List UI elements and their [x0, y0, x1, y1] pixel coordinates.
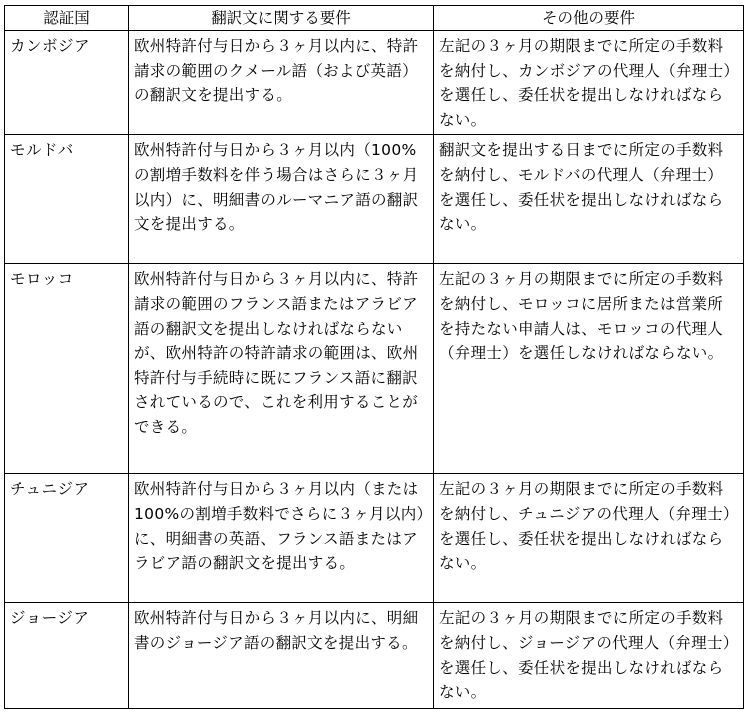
table-row	[5, 31, 744, 135]
translation-requirement-cell: 欧州特許付与日から３ヶ月以内（100%の割増手数料を伴う場合はさらに３ヶ月以内）に、明細書のルーマニア語の翻訳文を提出する。	[129, 135, 434, 264]
other-requirement-cell: 左記の３ヶ月の期限までに所定の手数料を納付し、ジョージアの代理人（弁理士）を選任し、委任状を提出しなければならない。	[434, 603, 744, 709]
other-requirement-cell: 翻訳文を提出する日までに所定の手数料を納付し、モルドバの代理人（弁理士）を選任し、委任状を提出しなければならない。	[434, 135, 744, 264]
table-row	[5, 474, 744, 603]
country-cell: ジョージア	[5, 603, 129, 709]
translation-requirement-cell: 欧州特許付与日から３ヶ月以内に、特許請求の範囲のクメール語（および英語）の翻訳文を提出する。	[129, 31, 434, 135]
country-cell: チュニジア	[5, 474, 129, 603]
translation-requirement-cell: 欧州特許付与日から３ヶ月以内（または 100%の割増手数料でさらに３ヶ月以内）に、明細書の英語、フランス語またはアラビア語の翻訳文を提出する。	[129, 474, 434, 603]
country-cell: カンボジア	[5, 31, 129, 135]
table-row	[5, 603, 744, 709]
header-row	[5, 6, 744, 31]
other-requirement-cell: 左記の３ヶ月の期限までに所定の手数料を納付し、モロッコに居所または営業所を持たない申請人は、モロッコの代理人（弁理士）を選任しなければならない。	[434, 264, 744, 474]
country-cell: モロッコ	[5, 264, 129, 474]
table-row	[5, 264, 744, 474]
table-row	[5, 135, 744, 264]
header-other-requirements: その他の要件	[434, 6, 744, 31]
other-requirement-cell: 左記の３ヶ月の期限までに所定の手数料を納付し、カンボジアの代理人（弁理士）を選任し、委任状を提出しなければならない。	[434, 31, 744, 135]
validation-requirements-table	[4, 5, 744, 709]
translation-requirement-cell: 欧州特許付与日から３ヶ月以内に、特許請求の範囲のフランス語またはアラビア語の翻訳文を提出しなければならないが、欧州特許の特許請求の範囲は、欧州特許付与手続時に既にフランス語に翻訳されているので、これを利用することができる。	[129, 264, 434, 474]
other-requirement-cell: 左記の３ヶ月の期限までに所定の手数料を納付し、チュニジアの代理人（弁理士）を選任し、委任状を提出しなければならない。	[434, 474, 744, 603]
translation-requirement-cell: 欧州特許付与日から３ヶ月以内に、明細書のジョージア語の翻訳文を提出する。	[129, 603, 434, 709]
country-cell: モルドバ	[5, 135, 129, 264]
header-translation-requirements: 翻訳文に関する要件	[129, 6, 434, 31]
header-country: 認証国	[5, 6, 129, 31]
